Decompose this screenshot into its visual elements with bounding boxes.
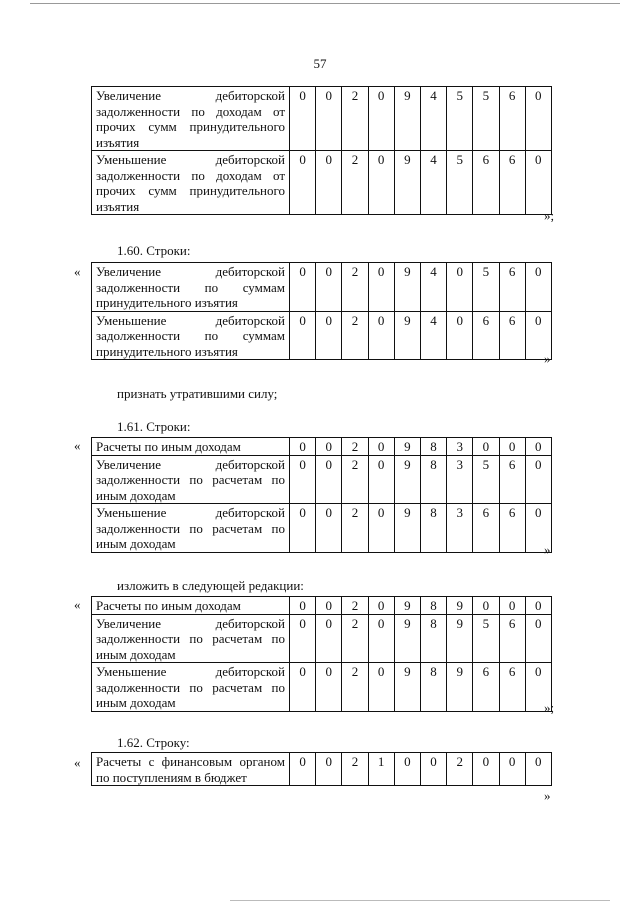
code-digit-cell: 0 — [316, 311, 342, 360]
action-text: изложить в следующей редакции: — [117, 578, 304, 593]
code-digit-cell: 0 — [290, 311, 316, 360]
code-digit-cell: 6 — [499, 504, 525, 553]
table-row — [92, 504, 552, 553]
code-digit-cell: 0 — [525, 504, 551, 553]
code-digit-cell: 0 — [368, 151, 394, 215]
code-digit-cell: 0 — [447, 263, 473, 312]
code-digit-cell: 6 — [499, 311, 525, 360]
code-digit-cell: 2 — [342, 504, 368, 553]
account-name-cell: Уменьшение дебиторской задолженности по суммам принудительного изъятия — [92, 311, 290, 360]
code-digit-cell: 0 — [316, 151, 342, 215]
code-digit-cell: 0 — [394, 753, 420, 786]
code-digit-cell: 0 — [499, 753, 525, 786]
code-digit-cell: 0 — [316, 438, 342, 456]
code-digit-cell: 0 — [290, 87, 316, 151]
code-digit-cell: 0 — [525, 151, 551, 215]
code-digit-cell: 9 — [447, 663, 473, 712]
code-digit-cell: 5 — [447, 87, 473, 151]
closing-quote: » — [544, 788, 551, 803]
code-digit-cell: 6 — [499, 151, 525, 215]
code-digit-cell: 2 — [342, 614, 368, 663]
action-text: признать утратившими силу; — [117, 386, 278, 401]
code-digit-cell: 4 — [420, 263, 446, 312]
code-digit-cell: 0 — [316, 504, 342, 553]
code-digit-cell: 2 — [342, 438, 368, 456]
code-digit-cell: 4 — [420, 311, 446, 360]
closing-quote: » — [544, 542, 551, 557]
code-digit-cell: 9 — [447, 597, 473, 615]
code-digit-cell: 6 — [473, 663, 499, 712]
code-digit-cell: 8 — [420, 663, 446, 712]
code-digit-cell: 0 — [316, 597, 342, 615]
code-digit-cell: 0 — [290, 614, 316, 663]
table-row — [92, 87, 552, 151]
account-name-cell: Увеличение дебиторской задолженности по расчетам по иным доходам — [92, 614, 290, 663]
code-digit-cell: 0 — [525, 311, 551, 360]
code-digit-cell: 4 — [420, 151, 446, 215]
scan-edge-line — [30, 3, 620, 4]
codes-table — [91, 437, 552, 553]
code-digit-cell: 0 — [290, 455, 316, 504]
section-heading: 1.60. Строки: — [117, 243, 191, 258]
code-digit-cell: 6 — [499, 614, 525, 663]
code-digit-cell: 2 — [342, 263, 368, 312]
table-row — [92, 151, 552, 215]
section-heading: 1.61. Строки: — [117, 419, 191, 434]
code-digit-cell: 2 — [447, 753, 473, 786]
code-digit-cell: 2 — [342, 753, 368, 786]
scan-edge-line — [230, 900, 610, 901]
code-digit-cell: 0 — [525, 597, 551, 615]
codes-table — [91, 596, 552, 712]
code-digit-cell: 1 — [368, 753, 394, 786]
code-digit-cell: 0 — [316, 753, 342, 786]
account-name-cell: Расчеты с финансовым органом по поступлениям в бюджет — [92, 753, 290, 786]
code-digit-cell: 0 — [499, 597, 525, 615]
code-digit-cell: 8 — [420, 614, 446, 663]
opening-quote: « — [74, 438, 81, 453]
account-name-cell: Уменьшение дебиторской задолженности по расчетам по иным доходам — [92, 663, 290, 712]
code-digit-cell: 2 — [342, 151, 368, 215]
code-digit-cell: 3 — [447, 504, 473, 553]
table-row — [92, 455, 552, 504]
code-digit-cell: 6 — [499, 87, 525, 151]
code-digit-cell: 9 — [394, 438, 420, 456]
code-digit-cell: 6 — [499, 455, 525, 504]
code-digit-cell: 3 — [447, 455, 473, 504]
code-digit-cell: 0 — [525, 753, 551, 786]
code-digit-cell: 9 — [394, 597, 420, 615]
code-digit-cell: 6 — [499, 263, 525, 312]
code-digit-cell: 0 — [447, 311, 473, 360]
codes-table — [91, 86, 552, 215]
table-row — [92, 263, 552, 312]
code-digit-cell: 6 — [473, 151, 499, 215]
table-row — [92, 438, 552, 456]
code-digit-cell: 0 — [368, 614, 394, 663]
code-digit-cell: 0 — [290, 263, 316, 312]
account-name-cell: Увеличение дебиторской задолженности по расчетам по иным доходам — [92, 455, 290, 504]
table-row — [92, 597, 552, 615]
code-digit-cell: 0 — [290, 151, 316, 215]
code-digit-cell: 0 — [473, 597, 499, 615]
code-digit-cell: 9 — [394, 87, 420, 151]
code-digit-cell: 0 — [368, 597, 394, 615]
code-digit-cell: 0 — [316, 663, 342, 712]
account-name-cell: Увеличение дебиторской задолженности по суммам принудительного изъятия — [92, 263, 290, 312]
code-digit-cell: 0 — [499, 438, 525, 456]
code-digit-cell: 5 — [473, 263, 499, 312]
code-digit-cell: 0 — [316, 614, 342, 663]
page-number: 57 — [313, 56, 327, 71]
section-heading: 1.62. Строку: — [117, 735, 190, 750]
code-digit-cell: 0 — [420, 753, 446, 786]
code-digit-cell: 0 — [316, 263, 342, 312]
table-row — [92, 753, 552, 786]
code-digit-cell: 2 — [342, 311, 368, 360]
code-digit-cell: 6 — [473, 311, 499, 360]
code-digit-cell: 5 — [447, 151, 473, 215]
codes-table — [91, 262, 552, 360]
closing-quote: »; — [544, 208, 555, 223]
code-digit-cell: 8 — [420, 597, 446, 615]
code-digit-cell: 5 — [473, 455, 499, 504]
code-digit-cell: 0 — [368, 663, 394, 712]
account-name-cell: Увеличение дебиторской задолженности по доходам от прочих сумм принудительного изъятия — [92, 87, 290, 151]
code-digit-cell: 0 — [290, 597, 316, 615]
account-name-cell: Уменьшение дебиторской задолженности по расчетам по иным доходам — [92, 504, 290, 553]
code-digit-cell: 9 — [394, 614, 420, 663]
code-digit-cell: 0 — [368, 311, 394, 360]
code-digit-cell: 0 — [290, 663, 316, 712]
code-digit-cell: 6 — [473, 504, 499, 553]
code-digit-cell: 9 — [394, 663, 420, 712]
code-digit-cell: 0 — [525, 614, 551, 663]
account-name-cell: Расчеты по иным доходам — [92, 597, 290, 615]
code-digit-cell: 9 — [394, 311, 420, 360]
opening-quote: « — [74, 264, 81, 279]
code-digit-cell: 2 — [342, 663, 368, 712]
code-digit-cell: 8 — [420, 455, 446, 504]
code-digit-cell: 8 — [420, 438, 446, 456]
code-digit-cell: 2 — [342, 87, 368, 151]
code-digit-cell: 2 — [342, 597, 368, 615]
code-digit-cell: 5 — [473, 614, 499, 663]
code-digit-cell: 9 — [394, 504, 420, 553]
code-digit-cell: 9 — [447, 614, 473, 663]
code-digit-cell: 0 — [525, 263, 551, 312]
code-digit-cell: 0 — [525, 455, 551, 504]
code-digit-cell: 0 — [316, 87, 342, 151]
code-digit-cell: 0 — [368, 455, 394, 504]
code-digit-cell: 0 — [368, 87, 394, 151]
codes-table — [91, 752, 552, 786]
code-digit-cell: 0 — [473, 753, 499, 786]
table-row — [92, 663, 552, 712]
table-row — [92, 311, 552, 360]
account-name-cell: Уменьшение дебиторской задолженности по доходам от прочих сумм принудительного изъятия — [92, 151, 290, 215]
code-digit-cell: 0 — [290, 753, 316, 786]
code-digit-cell: 0 — [290, 504, 316, 553]
closing-quote: »; — [544, 700, 555, 715]
code-digit-cell: 9 — [394, 455, 420, 504]
code-digit-cell: 2 — [342, 455, 368, 504]
code-digit-cell: 0 — [368, 263, 394, 312]
closing-quote: » — [544, 351, 551, 366]
code-digit-cell: 0 — [368, 438, 394, 456]
code-digit-cell: 0 — [473, 438, 499, 456]
code-digit-cell: 0 — [290, 438, 316, 456]
code-digit-cell: 3 — [447, 438, 473, 456]
code-digit-cell: 0 — [525, 663, 551, 712]
code-digit-cell: 4 — [420, 87, 446, 151]
code-digit-cell: 9 — [394, 263, 420, 312]
code-digit-cell: 9 — [394, 151, 420, 215]
code-digit-cell: 0 — [368, 504, 394, 553]
table-row — [92, 614, 552, 663]
code-digit-cell: 8 — [420, 504, 446, 553]
opening-quote: « — [74, 755, 81, 770]
code-digit-cell: 0 — [525, 438, 551, 456]
code-digit-cell: 6 — [499, 663, 525, 712]
code-digit-cell: 0 — [525, 87, 551, 151]
account-name-cell: Расчеты по иным доходам — [92, 438, 290, 456]
code-digit-cell: 5 — [473, 87, 499, 151]
opening-quote: « — [74, 597, 81, 612]
code-digit-cell: 0 — [316, 455, 342, 504]
